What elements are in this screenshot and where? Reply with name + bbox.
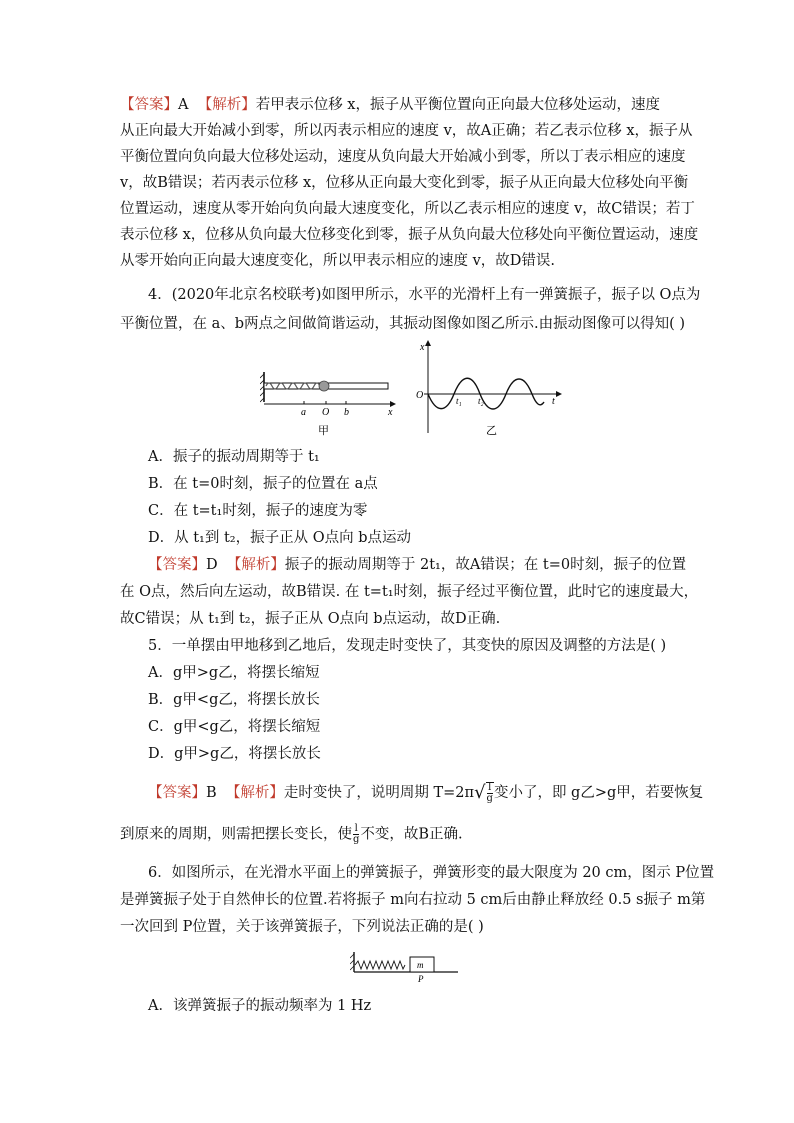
label-b: b	[344, 407, 349, 418]
q5-analysis-line-2	[120, 824, 680, 845]
q3-analysis-line-4: v，故B错误；若丙表示位移 x，位移从正向最大变化到零，振子从正向最大位移处向平衡	[120, 175, 689, 191]
figure-jia-spring-oscillator	[260, 368, 400, 438]
q4-analysis-line-3: 故C错误；从 t₁到 t₂，振子正从 O点向 b点运动，故D正确.	[120, 611, 501, 627]
l-over-g-fraction	[353, 824, 359, 845]
q4-stem-line-1: 4．(2020年北京名校联考)如图甲所示，水平的光滑杆上有一弹簧振子，振子以 O点为	[148, 287, 701, 303]
q6-option-a: A．该弹簧振子的振动频率为 1 Hz	[148, 998, 372, 1014]
q3-analysis-text-1: 若甲表示位移 x，振子从平衡位置向正向最大位移处运动，速度	[255, 97, 660, 113]
q4-option-c: C．在 t=t₁时刻，振子的速度为零	[148, 503, 368, 519]
answer-tag: 【答案】	[120, 97, 178, 113]
sqrt-numerator: l	[488, 782, 492, 793]
q5-option-a: A．g甲>g乙，将摆长缩短	[148, 665, 320, 681]
label-x: x	[388, 407, 393, 418]
q3-analysis-line-6: 表示位移 x，位移从负向最大位移变化到零，振子从负向最大位移处向平衡位置运动，速度	[120, 227, 699, 243]
q6-stem-line-1: 6．如图所示，在光滑水平面上的弹簧振子，弹簧形变的最大限度为 20 cm，图示 P位置	[148, 865, 715, 881]
label-O: O	[322, 407, 330, 418]
origin-label: O	[416, 390, 424, 401]
q3-analysis-line-2: 从正向最大开始减小到零，所以丙表示相应的速度 v，故A正确；若乙表示位移 x，振子从	[120, 123, 693, 139]
sqrt-denominator: g	[486, 793, 493, 804]
t1-label: t₁	[456, 396, 462, 406]
q3-analysis-line-1	[120, 95, 680, 115]
q5-option-c: C．g甲<g乙，将摆长缩短	[148, 719, 321, 735]
q3-analysis-line-7: 从零开始向正向最大速度变化，所以甲表示相应的速度 v，故D错误.	[120, 253, 556, 269]
caption-yi: 乙	[486, 425, 497, 437]
caption-jia: 甲	[318, 425, 329, 437]
q5-analysis-text-a: 走时变快了，说明周期 T=2π	[283, 785, 475, 801]
q4-analysis-text-1: 振子的振动周期等于 2t₁，故A错误；在 t=0时刻，振子的位置	[284, 557, 687, 573]
sqrt-fraction	[486, 782, 494, 804]
q5-stem: 5．一单摆由甲地移到乙地后，发现走时变快了，其变快的原因及调整的方法是( )	[148, 638, 667, 654]
figure-q6-spring-oscillator	[350, 948, 460, 984]
sqrt-symbol: √	[474, 782, 486, 803]
q5-option-b: B．g甲<g乙，将摆长放长	[148, 692, 320, 708]
frac-denominator: g	[353, 834, 360, 845]
q4-analysis-line-1	[148, 555, 708, 575]
q3-analysis-line-5: 位置运动，速度从零开始向负向最大速度变化，所以乙表示相应的速度 v，故C错误；若丁	[120, 201, 695, 217]
q5-analysis-text-b: 变小了，即 g乙>g甲，若要恢复	[493, 785, 704, 801]
q4-stem-line-2: 平衡位置，在 a、b两点之间做简谐运动，其振动图像如图乙所示.由振动图像可以得知( )	[120, 316, 686, 332]
q6-stem-line-2: 是弹簧振子处于自然伸长的位置.若将振子 m向右拉动 5 cm后由静止释放经 0.5 s振子 m第	[120, 892, 706, 908]
q5-answer: B	[206, 785, 217, 801]
answer-tag: 【答案】	[148, 557, 206, 573]
t2-label: t₂	[478, 396, 484, 406]
axis-y-label: x	[420, 342, 425, 353]
q4-option-b: B．在 t=0时刻，振子的位置在 a点	[148, 476, 378, 492]
oscillator-ball	[319, 381, 329, 391]
q6-stem-line-3: 一次回到 P位置，关于该弹簧振子，下列说法正确的是( )	[120, 919, 484, 935]
frac-numerator: l	[354, 823, 358, 834]
axis-x-label: t	[552, 396, 555, 407]
q4-option-a: A．振子的振动周期等于 t₁	[148, 449, 320, 465]
q5-analysis-text-c: 到原来的周期，则需把摆长变长，使	[120, 826, 352, 843]
figure-yi-vibration-graph	[410, 338, 570, 438]
q3-analysis-line-3: 平衡位置向负向最大位移处运动，速度从负向最大开始减小到零，所以丁表示相应的速度	[120, 149, 686, 165]
q4-option-d: D．从 t₁到 t₂，振子正从 O点向 b点运动	[148, 530, 412, 546]
analysis-tag: 【解析】	[226, 557, 285, 573]
q5-analysis-line-1	[148, 782, 708, 804]
point-p-label: P	[418, 974, 424, 984]
label-a: a	[301, 407, 306, 418]
q3-answer: A	[178, 97, 189, 113]
q5-option-d: D．g甲>g乙，将摆长放长	[148, 746, 321, 762]
mass-label: m	[417, 960, 424, 970]
q5-analysis-text-d: 不变，故B正确.	[360, 826, 463, 843]
answer-tag: 【答案】	[148, 785, 206, 801]
analysis-tag: 【解析】	[225, 785, 284, 801]
q4-answer: D	[206, 557, 218, 573]
analysis-tag: 【解析】	[197, 97, 256, 113]
q4-analysis-line-2: 在 O点，然后向左运动，故B错误. 在 t=t₁时刻，振子经过平衡位置，此时它的速度最大，	[120, 584, 699, 600]
